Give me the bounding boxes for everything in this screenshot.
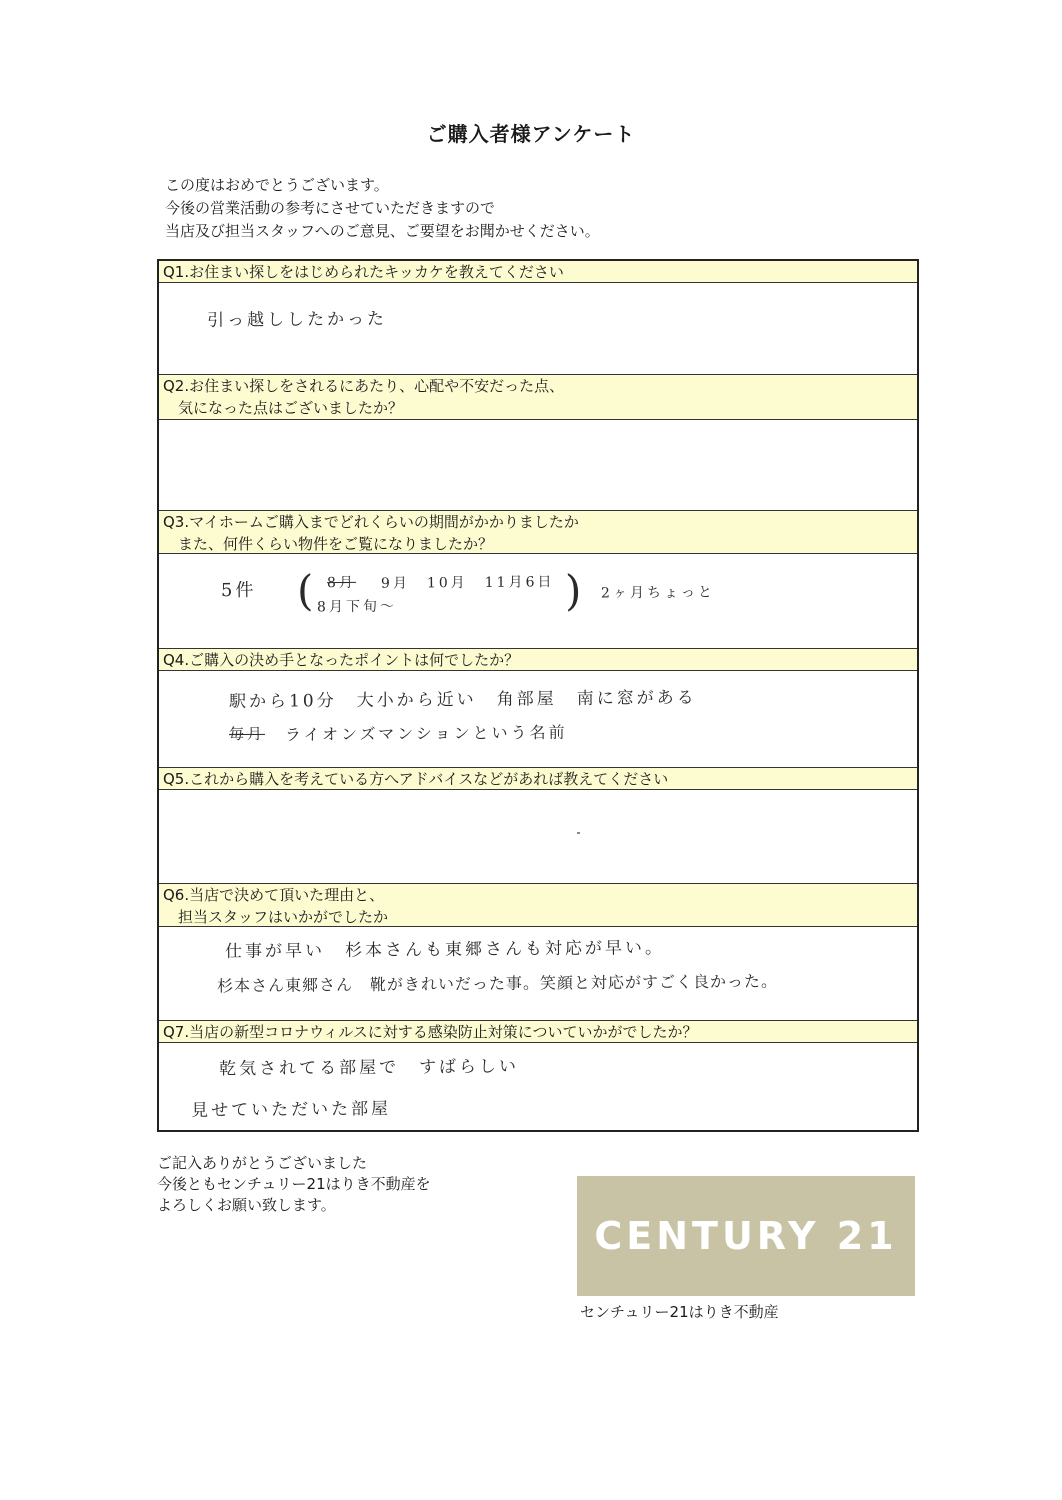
closing-text [157, 1153, 431, 1216]
answer-q3-duration: 2ヶ月ちょっと [600, 584, 715, 602]
answer-q3-months: 9月 10月 11月6日 [380, 574, 555, 592]
answer-q7-line1: 乾気されてる部屋で すばらしい [218, 1056, 520, 1080]
answer-q4-struck: 毎月 [228, 724, 266, 744]
question-q3: Q3.マイホームご購入までどれくらいの期間がかかりましたか また、何件くらい物件をご覧になりましたか？ [159, 510, 917, 554]
answer-q7-line2: 見せていただいた部屋 [190, 1099, 392, 1121]
answer-q1-text: 引っ越ししたかった [206, 309, 388, 331]
answer-q7 [159, 1043, 917, 1132]
intro-line: 当店及び担当スタッフへのご意見、ご要望をお聞かせください。 [165, 222, 600, 240]
answer-q4-line2: ライオンズマンションという名前 [284, 722, 568, 745]
century21-logo [577, 1176, 915, 1296]
answer-q3-paren-open: ( [296, 565, 314, 616]
page-title: ご購入者様アンケート [426, 122, 636, 146]
intro-line: この度はおめでとうございます。 [165, 176, 389, 194]
closing-line: よろしくお願い致します。 [157, 1196, 336, 1214]
closing-line: 今後ともセンチュリー21はりき不動産を [157, 1175, 431, 1193]
survey-form [157, 259, 919, 1132]
answer-q2 [159, 420, 917, 510]
answer-q4-line1: 駅から10分 大小から近い 角部屋 南に窓がある [228, 687, 697, 713]
question-q6: Q6.当店で決めて頂いた理由と、 担当スタッフはいかがでしたか [159, 883, 917, 927]
answer-q3-struck: 8月 [326, 574, 356, 592]
question-q4: Q4.ご購入の決め手となったポイントは何でしたか？ [159, 648, 917, 671]
logo-text: CENTURY 21 [594, 1214, 898, 1258]
answer-q3-paren-close: ) [564, 565, 582, 616]
question-q1: Q1.お住まい探しをはじめられたキッカケを教えてください [159, 261, 917, 283]
intro-line: 今後の営業活動の参考にさせていただきますので [165, 199, 496, 217]
question-q2: Q2.お住まい探しをされるにあたり、心配や不安だった点、 気になった点はございましたか？ [159, 374, 917, 420]
closing-line: ご記入ありがとうございました [157, 1154, 368, 1172]
answer-q6 [159, 927, 917, 1020]
answer-q6-line1: 仕事が早い 杉本さんも東郷さんも対応が早い。 [224, 938, 666, 962]
company-name: センチュリー21はりき不動産 [580, 1303, 779, 1321]
answer-q6-line2: 杉本さん東郷さん 靴がきれいだった事。笑顔と対応がすごく良かった。 [216, 971, 779, 996]
question-q5: Q5.これから購入を考えている方へアドバイスなどがあれば教えてください [159, 767, 917, 790]
answer-q3-sub: 8月下旬〜 [316, 598, 397, 616]
stray-mark [577, 832, 580, 834]
question-q7: Q7.当店の新型コロナウィルスに対する感染防止対策についていかがでしたか？ [159, 1020, 917, 1043]
answer-q5 [159, 790, 917, 883]
answer-q1 [159, 283, 917, 375]
answer-q3-count: 5件 [220, 579, 257, 602]
intro-text [165, 174, 600, 243]
answer-q3 [159, 554, 917, 648]
answer-q4 [159, 671, 917, 767]
